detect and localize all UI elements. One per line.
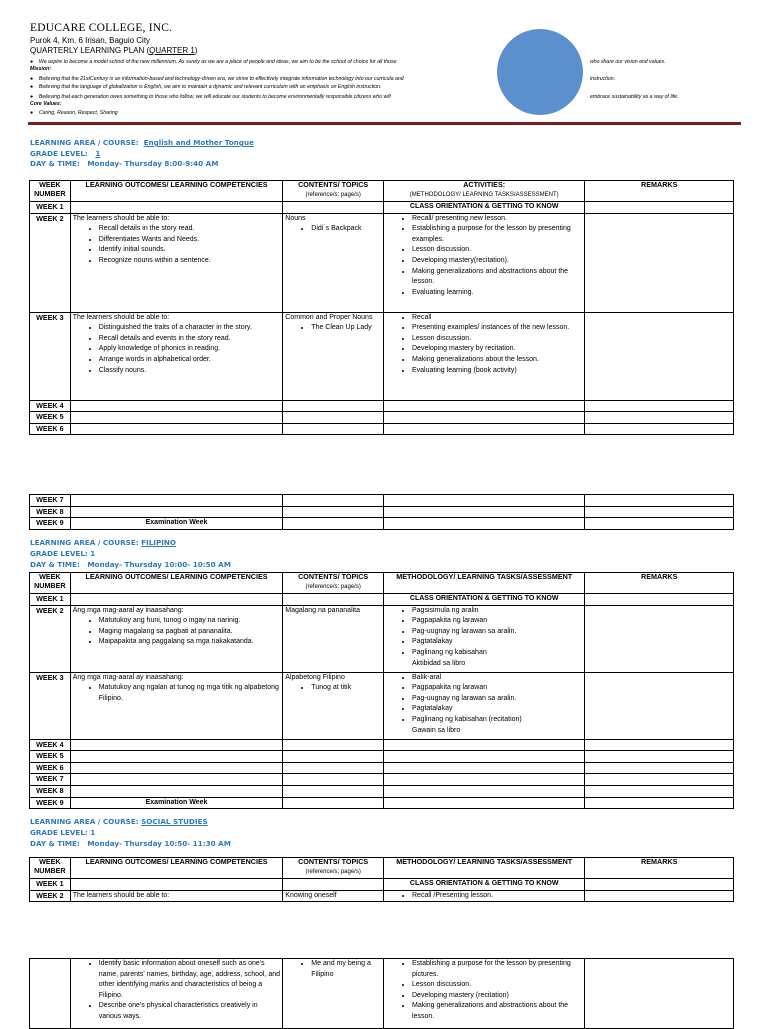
vision-text: We aspire to become a model school of the new millennium. As surely as we are a place of people and ideas, we aim to be the school of choice for all those [38,59,397,65]
mission-3-right: embrace sustainability as a way of life. [590,94,679,100]
plan-title [30,46,197,55]
activity-item: • Balik-aral [412,673,582,684]
col-outcomes-header: LEARNING OUTCOMES/ LEARNING COMPETENCIES [70,181,283,202]
filipino-grade-line: GRADE LEVEL: 1 [30,549,96,558]
topic-item: • Didi`s Backpack [311,224,381,235]
english-area-label: LEARNING AREA / COURSE: [30,138,139,147]
activity-item: • Making generalizations and abstractions about the lesson. [412,267,582,288]
outcomes-intro: Ang mga mag-aaral ay inaasahang: [72,673,184,681]
activity-item: • Making generalizations about the lesson. [412,355,582,366]
remarks-cell [585,605,734,672]
social-day-value: Monday- Thursday 10:50- 11:30 AM [87,839,231,848]
topic-cell [283,959,384,1029]
core-values-label [30,101,62,107]
activity-item: • Pagtatalakay [412,704,582,715]
english-grade-value: 1 [95,149,101,158]
outcome-item: • Maging magalang sa pagbati at pananalita. [99,627,281,638]
col-week-header: WEEK NUMBER [30,181,71,202]
topic-title: Common and Proper Nouns [285,313,373,321]
activity-item: • Developing mastery (recitation) [412,991,582,1002]
week-label: WEEK 8 [30,506,71,518]
col-methodology-header: METHODOLOGY/ LEARNING TASKS/ASSESSMENT [384,858,585,879]
week-label: WEEK 1 [30,879,71,891]
activity-item: • Pagpapakita ng larawan [412,616,582,627]
activities-cell [384,890,585,902]
outcomes-intro: Ang mga mag-aaral ay inaasahang: [72,606,184,614]
outcome-item: • Distinguished the traits of a character in the story. [99,323,281,334]
mission-label-text: Mission: [30,66,52,72]
col-contents-header [283,858,384,879]
week-label: WEEK 7 [30,495,71,507]
remarks-cell [585,672,734,739]
filipino-area-line [30,538,176,547]
col-activities-header [384,181,585,202]
plan-title-quarter: QUARTER 1 [149,46,195,55]
remarks-cell [585,312,734,400]
english-grade-label: GRADE LEVEL: [30,149,88,158]
activity-item: • Lesson discussion. [412,980,582,991]
col-outcomes-header: LEARNING OUTCOMES/ LEARNING COMPETENCIES [70,858,283,879]
outcome-item: • Identify basic information about oneself such as one's name, parents' names, birthday, age, address, school, and other identifying marks and characteristics of being a Filipino. [99,959,281,1001]
activities-title: ACTIVITIES: [463,180,506,189]
col-remarks-header: REMARKS [585,573,734,594]
mission-3-text: Believing that each generation owes something to those who follow, we will educate our students to become environmentally responsible citizens who will [38,94,391,100]
mission-1-right: instruction. [590,76,616,82]
week-label: WEEK 2 [30,605,71,672]
orientation-text: CLASS ORIENTATION & GETTING TO KNOW [384,594,585,606]
col-week-header: WEEK NUMBER [30,858,71,879]
week-label: WEEK 5 [30,751,71,763]
plan-title-suffix: ) [194,46,198,55]
week-label: WEEK 1 [30,594,71,606]
outcomes-intro: The learners should be able to: [72,214,170,222]
activities-cell [384,213,585,312]
outcome-item: • Apply knowledge of phonics in reading. [99,344,281,355]
social-plan-table-cont [29,958,734,1029]
english-plan-table [29,180,734,435]
week-label: WEEK 7 [30,774,71,786]
activity-item: • Evaluating learning (book activity) [412,366,582,377]
week-label: WEEK 2 [30,213,71,312]
week-label: WEEK 3 [30,312,71,400]
outcome-item: • Arrange words in alphabetical order. [99,355,281,366]
col-week-header: WEEK NUMBER [30,573,71,594]
outcome-item: • Identify initial sounds. [99,245,281,256]
activities-cell [384,605,585,672]
vision-right: who share our vision and values. [590,59,666,65]
remarks-cell [585,213,734,312]
topic-cell [283,312,384,400]
week-label: WEEK 1 [30,202,71,214]
week-label: WEEK 2 [30,890,71,902]
activity-item: • Establishing a purpose for the lesson by presenting pictures. [412,959,582,980]
filipino-day-value: Monday- Thursday 10:00- 10:50 AM [87,560,231,569]
orientation-text: CLASS ORIENTATION & GETTING TO KNOW [384,202,585,214]
social-day-label: DAY & TIME: [30,839,80,848]
activity-item: • Paglinang ng kabisahan [412,648,582,659]
outcome-item: • Describe one's physical characteristics creatively in various ways. [99,1001,281,1022]
activity-item: • Lesson discussion. [412,334,582,345]
week-label: WEEK 9 [30,797,71,809]
col-remarks-header: REMARKS [585,858,734,879]
topic-cell [283,672,384,739]
activity-item: • Pag-uugnay ng larawan sa aralin. [412,627,582,638]
activity-item: • Pag-uugnay ng larawan sa aralin. [412,694,582,705]
contents-title: CONTENTS/ TOPICS [298,857,369,866]
school-logo [497,29,583,115]
activity-item: • Evaluating learning. [412,288,582,299]
filipino-day-line [30,560,231,569]
col-contents-header [283,573,384,594]
mission-1-text: Believing that the 21stCentury is an information-based and technology-driven era, we strive to effectively integrate information technology into our curricula and [38,76,404,82]
activity-item: • Developing mastery(recitation). [412,256,582,267]
outcome-item: • Recognize nouns within a sentence. [99,256,281,267]
topic-cell [283,213,384,312]
col-outcomes-header: LEARNING OUTCOMES/ LEARNING COMPETENCIES [70,573,283,594]
school-address: Purok 4, Km. 6 Irisan, Baguio City [30,36,151,45]
vision-line: ● We aspire to become a model school of the new millennium. As surely as we are a place of people and ideas, we aim to be the school of choice for all those [30,59,397,65]
week-label: WEEK 9 [30,518,71,530]
mission-line-1: ● Believing that the 21stCentury is an information-based and technology-driven era, we strive to effectively integrate information technology into our curricula and [30,76,404,82]
week-label: WEEK 5 [30,412,71,424]
week-label: WEEK 4 [30,400,71,412]
activity-item: • Recall /Presenting lesson. [412,891,582,902]
outcomes-intro: The learners should be able to: [72,313,170,321]
remarks-cell [585,959,734,1029]
social-day-line [30,839,231,848]
mission-line-3: ● Believing that each generation owes something to those who follow, we will educate our students to become environmentally responsible citizens who will [30,94,391,100]
topic-title: Nouns [285,214,306,222]
activity-item: • Recall/ presenting new lesson. [412,214,582,225]
activity-item: • Establishing a purpose for the lesson by presenting examples. [412,224,582,245]
activity-item: • Pagtatalakay [412,637,582,648]
week-label: WEEK 3 [30,672,71,739]
mission-2-text: Believing that the language of globalization is English, we aim to maintain a dynamic and relevant curriculum with an emphasis on English instruction. [38,84,382,90]
outcome-item: • Differentiates Wants and Needs. [99,235,281,246]
outcomes-cell [70,312,283,400]
activities-cell [384,312,585,400]
english-day-value: Monday- Thursday 8:00-9:40 AM [87,159,219,168]
activity-item: • Making generalizations and abstractions about the lesson. [412,1001,582,1022]
core-values-label-text: Core Values: [30,101,62,107]
plan-title-prefix: QUARTERLY LEARNING PLAN ( [30,46,150,55]
outcomes-cell [70,959,283,1029]
activity-item: • Lesson discussion. [412,245,582,256]
outcomes-cell [70,605,283,672]
filipino-area-label: LEARNING AREA / COURSE: [30,538,139,547]
header-divider [28,122,741,125]
social-plan-table [29,857,734,902]
col-methodology-header: METHODOLOGY/ LEARNING TASKS/ASSESSMENT [384,573,585,594]
social-area-label: LEARNING AREA / COURSE: [30,817,139,826]
filipino-plan-table [29,572,734,809]
activity-item: Aktibidad sa libro [412,659,466,667]
contents-title: CONTENTS/ TOPICS [298,180,369,189]
mission-line-2: ● Believing that the language of globalization is English, we aim to maintain a dynamic and relevant curriculum with an emphasis on English instruction. [30,84,382,90]
remarks-cell [585,890,734,902]
school-name: EDUCARE COLLEGE, INC. [30,22,173,34]
english-area-value: English and Mother Tongue [143,138,254,147]
topic-item: • The Clean Up Lady [311,323,381,334]
contents-subtitle: (reference/s; page/s) [305,583,361,590]
outcome-item: • Matutukoy ang huni, tunog o ingay na narinig. [99,616,281,627]
activity-item: Gawain sa libro [412,726,461,734]
english-grade-line [30,149,100,158]
english-area-line [30,138,254,147]
topic-title: Alpabetong Filipino [285,673,345,681]
core-values-text: Caring, Reason, Respect, Sharing [38,110,118,116]
topic-cell [283,605,384,672]
activity-item: • Pagpapakita ng larawan [412,683,582,694]
week-label: WEEK 4 [30,739,71,751]
exam-week-text: Examination Week [70,518,283,530]
activity-item: • Presenting examples/ instances of the new lesson. [412,323,582,334]
filipino-day-label: DAY & TIME: [30,560,80,569]
contents-subtitle: (reference/s; page/s) [305,868,361,875]
activity-item: • Paglinang ng kabisahan (recitation) [412,715,582,726]
core-values-line: ● Caring, Reason, Respect, Sharing [30,110,118,116]
filipino-area-value: FILIPINO [141,538,177,547]
topic-title: Knowing oneself [283,890,384,902]
contents-title: CONTENTS/ TOPICS [298,572,369,581]
social-grade-line: GRADE LEVEL: 1 [30,828,96,837]
week-label: WEEK 6 [30,423,71,435]
col-contents-header [283,181,384,202]
col-remarks-header: REMARKS [585,181,734,202]
topic-item: • Tunog at titik [311,683,381,694]
mission-label [30,66,51,72]
activities-cell [384,672,585,739]
english-day-line [30,159,218,168]
social-area-value: SOCIAL STUDIES [141,817,208,826]
activity-item: • Recall [412,313,582,324]
activity-item: • Pagsisimula ng aralin [412,606,582,617]
week-label: WEEK 6 [30,762,71,774]
week-label: WEEK 8 [30,785,71,797]
topic-item: • Me and my being a Filipino [311,959,381,980]
english-day-label: DAY & TIME: [30,159,80,168]
activities-cell [384,959,585,1029]
exam-week-text: Examination Week [70,797,283,809]
english-plan-table-cont [29,494,734,530]
activity-item: • Developing mastery by recitation. [412,344,582,355]
outcome-item: • Recall details and events in the story read. [99,334,281,345]
social-area-line [30,817,208,826]
activities-subtitle: (METHODOLOGY/ LEARNING TASKS/ASSESSMENT) [409,191,559,198]
outcome-item: • Maipapakita ang paggalang sa mga nakakatanda. [99,637,281,648]
orientation-text: CLASS ORIENTATION & GETTING TO KNOW [384,879,585,891]
outcomes-cell [70,672,283,739]
outcomes-intro: The learners should be able to: [70,890,283,902]
outcome-item: • Matutukoy ang ngalan at tunog ng mga titik ng alpabetong Filipino. [99,683,281,704]
contents-subtitle: (reference/s; page/s) [305,191,361,198]
topic-title: Magalang na pananalita [285,606,361,614]
outcome-item: • Classify nouns. [99,366,281,377]
outcome-item: • Recall details in the story read. [99,224,281,235]
outcomes-cell [70,213,283,312]
